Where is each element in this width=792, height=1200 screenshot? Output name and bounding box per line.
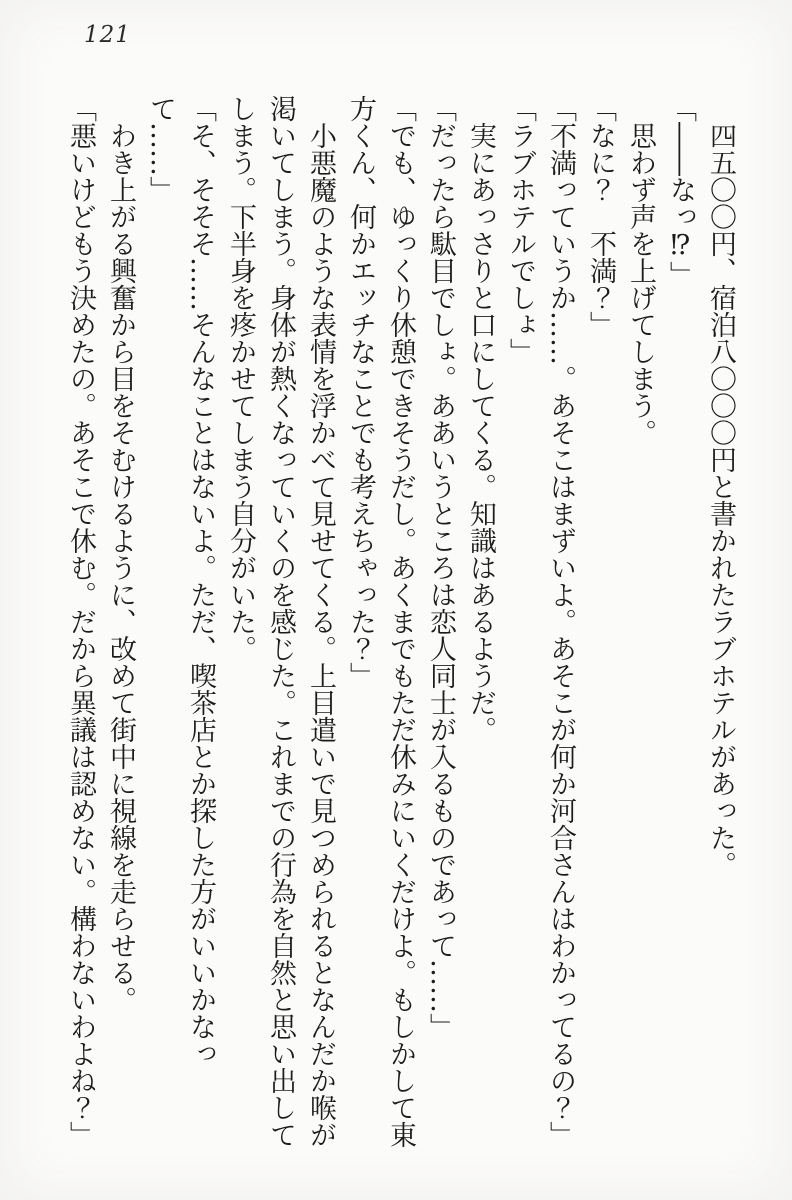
- paragraph: 実にあっさりと口にしてくる。知識はあるようだ。: [465, 122, 496, 743]
- paragraph: 「ラブホテルでしょ」: [505, 95, 536, 365]
- paragraph: 思わず声を上げてしまう。: [625, 122, 656, 446]
- paragraph: 「不満っていうか……。あそこはまずいよ。あそこが何か河合さんはわかってるの？」: [545, 95, 576, 1148]
- paragraph: 「――なっ⁉」: [665, 95, 696, 288]
- text-block: [60, 95, 740, 1149]
- paragraph: 「そ、そそそ……そんなことはないよ。ただ、喫茶店とか探した方がいいかなって……」: [145, 95, 216, 1067]
- paragraph: 四五〇〇円、宿泊八〇〇〇円と書かれたラブホテルがあった。: [705, 122, 736, 878]
- paragraph: 「でも、ゆっくり休憩できそうだし。あくまでもただ休みにいくだけよ。もしかして東方くん、何かエッチなことでも考えちゃった？」: [345, 95, 416, 1148]
- paragraph: わき上がる興奮から目をそむけるように、改めて街中に視線を走らせる。: [105, 122, 136, 1013]
- page-number: 121: [84, 22, 131, 48]
- paragraph: 「悪いけどもう決めたの。あそこで休む。だから異議は認めない。構わないわよね？」: [65, 95, 96, 1148]
- paragraph: 「だったら駄目でしょ。ああいうところは恋人同士が入るものであって……」: [425, 95, 456, 1040]
- paragraph: 「なに？ 不満？」: [585, 95, 616, 338]
- paragraph: 小悪魔のような表情を浮かべて見せてくる。上目遣いで見つめられるとなんだか喉が渇いてしまう。身体が熱くなっていくのを感じた。これまでの行為を自然と思い出してしまう。下半身を疼かせてしまう自分がいた。: [225, 95, 336, 1148]
